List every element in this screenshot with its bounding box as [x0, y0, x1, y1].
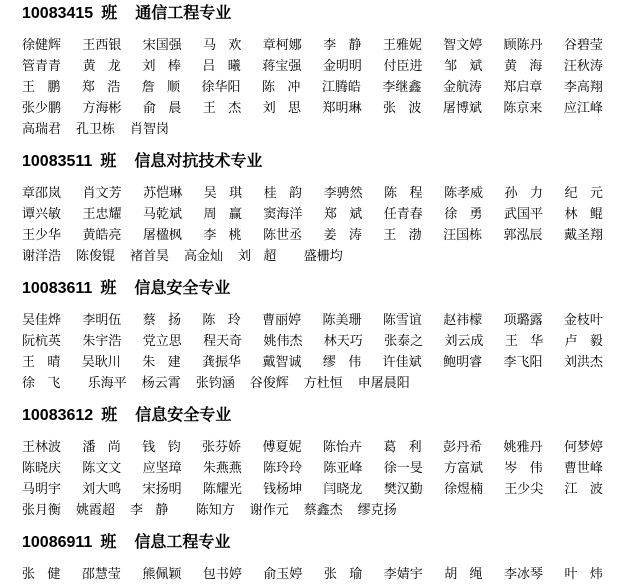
student-name: 鲍明睿: [443, 355, 483, 370]
major-name: 信息安全专业: [135, 407, 232, 424]
student-name: 章柯娜: [262, 38, 302, 53]
student-name: 陈晓庆: [22, 461, 62, 476]
student-name: 郑启章: [503, 80, 543, 95]
student-name: 王渤: [383, 228, 435, 243]
student-name: 叶炜: [564, 567, 616, 582]
student-name: 王林波: [22, 440, 62, 455]
name-row: [22, 479, 616, 500]
major-name: 信息工程专业: [134, 534, 231, 551]
student-name: 章邵岚: [22, 186, 62, 201]
student-name-list: [22, 310, 616, 394]
name-row: [22, 458, 603, 479]
name-row: [22, 564, 616, 585]
student-name: 顾陈丹: [503, 38, 543, 53]
student-name: 盛栅均: [303, 249, 343, 264]
student-name: 李桃: [203, 228, 255, 243]
class-section: [22, 151, 616, 267]
student-name: 胡绳: [444, 567, 495, 582]
student-name: 智文婷: [443, 38, 483, 53]
student-name: 林天巧: [323, 334, 363, 349]
student-name: 乐海平: [87, 376, 127, 391]
student-name: 金航涛: [442, 80, 482, 95]
student-name: 姚霞超: [76, 503, 116, 518]
major-name: 信息安全专业: [134, 280, 231, 297]
name-row: [22, 183, 616, 204]
student-name: 陈程: [384, 186, 435, 201]
student-name: 李静: [130, 503, 181, 518]
student-name: 李静: [323, 38, 374, 53]
student-name: 傅夏妮: [262, 440, 302, 455]
class-code: 10086911: [22, 534, 93, 551]
student-name: 谷俊辉: [249, 376, 289, 391]
student-name: 宋扬明: [142, 482, 182, 497]
student-name: 曹世峰: [563, 461, 603, 476]
student-name: 金枝叶: [563, 313, 603, 328]
class-code: 10083611: [22, 280, 93, 297]
student-name: 杨云霄: [141, 376, 181, 391]
student-name: 孙力: [504, 186, 556, 201]
student-name: 刘超: [238, 249, 289, 264]
student-name: 张泰之: [384, 334, 424, 349]
student-name: 张月衡: [22, 503, 62, 518]
name-row: [22, 331, 616, 352]
student-name: 张健: [22, 567, 73, 582]
student-name: 徐华阳: [201, 80, 241, 95]
student-name: 刘思: [262, 101, 314, 116]
name-row: [22, 119, 603, 140]
student-name: 卢毅: [564, 334, 616, 349]
student-name: 李飞阳: [503, 355, 543, 370]
student-name: 吴佳烨: [22, 313, 62, 328]
student-name: 郭泓辰: [503, 228, 543, 243]
student-name: 肖文芳: [82, 186, 122, 201]
student-name: 缪克扬: [357, 503, 397, 518]
student-name: 黄皓亮: [82, 228, 122, 243]
name-row: [22, 204, 616, 225]
class-code: 10083415: [22, 5, 94, 22]
student-name: 汪国栋: [443, 228, 483, 243]
class-section: [22, 405, 616, 521]
student-name: 付臣进: [383, 59, 423, 74]
student-name: 李冰琴: [504, 567, 544, 582]
student-name: 何梦婷: [563, 440, 603, 455]
student-name: 陈文文: [82, 461, 122, 476]
name-row: [22, 246, 603, 267]
student-name: 窦海洋: [263, 207, 303, 222]
student-name: 黄龙: [82, 59, 134, 74]
student-name: 陈美珊: [322, 313, 362, 328]
student-name: 谷碧莹: [563, 38, 603, 53]
student-name: 王西银: [82, 38, 122, 53]
student-name: 张少鹏: [22, 101, 62, 116]
student-name: 林鲲: [564, 207, 616, 222]
student-name: 肖智岗: [130, 122, 170, 137]
name-row: [22, 56, 603, 77]
class-suffix: 班: [100, 280, 117, 297]
student-name: 高金灿: [184, 249, 224, 264]
student-name: 周赢: [203, 207, 255, 222]
student-name: 褚首昊: [130, 249, 170, 264]
student-name: 徐煜楠: [443, 482, 483, 497]
student-name: 张芬娇: [202, 440, 242, 455]
student-name: 马乾斌: [143, 207, 183, 222]
student-name: 桂韵: [263, 186, 315, 201]
student-name: 陈孝威: [444, 186, 484, 201]
student-name: 陈冲: [262, 80, 313, 95]
student-name: 李明伍: [82, 313, 122, 328]
student-name: 潘尚: [82, 440, 134, 455]
student-name: 郑浩: [81, 80, 133, 95]
student-name: 李继鑫: [382, 80, 422, 95]
student-name: 王鹏: [22, 80, 73, 95]
student-name: 谢洋浩: [22, 249, 62, 264]
student-name: 龚振华: [202, 355, 242, 370]
class-heading: [22, 405, 603, 427]
student-name: 阮杭英: [22, 334, 62, 349]
student-name: 陈玲玲: [263, 461, 303, 476]
student-name: 戴圣翔: [563, 228, 603, 243]
student-name: 汪秋涛: [563, 59, 603, 74]
student-name: 黄海: [504, 59, 555, 74]
major-name: 信息对抗技术专业: [134, 153, 263, 170]
student-name: 马明宇: [22, 482, 62, 497]
class-suffix: 班: [101, 407, 118, 424]
class-heading: [22, 278, 603, 300]
student-name: 戴智诚: [262, 355, 302, 370]
student-name: 屠楹枫: [142, 228, 182, 243]
student-name: 谢作元: [249, 503, 289, 518]
student-name: 吴耿川: [81, 355, 121, 370]
name-row: [22, 35, 603, 56]
student-name: 蔡扬: [142, 313, 194, 328]
student-name: 徐飞: [22, 376, 73, 391]
student-name: 闫晓龙: [323, 482, 363, 497]
class-heading: [22, 3, 603, 25]
student-name: 徐一旻: [383, 461, 423, 476]
student-name: 钱钧: [142, 440, 193, 455]
name-row: [22, 98, 603, 119]
student-name: 李婧宇: [383, 567, 423, 582]
student-name: 刘大鸣: [82, 482, 122, 497]
student-name: 谭兴敏: [22, 207, 62, 222]
student-name: 方海彬: [82, 101, 122, 116]
student-name: 江腾皓: [321, 80, 361, 95]
student-name: 金明明: [322, 59, 362, 74]
student-name: 朱宇浩: [82, 334, 122, 349]
name-row: [22, 373, 603, 394]
student-name: 孔卫栋: [76, 122, 116, 137]
student-name: 陈知方: [195, 503, 235, 518]
student-name: 刘云成: [444, 334, 484, 349]
student-name: 许佳斌: [382, 355, 422, 370]
student-name: 姚雅丹: [503, 440, 543, 455]
student-name: 樊汉勤: [383, 482, 423, 497]
student-name: 江波: [564, 482, 616, 497]
student-name: 俞晨: [143, 101, 194, 116]
student-name: 程天奇: [203, 334, 243, 349]
student-name: 方富斌: [443, 461, 483, 476]
student-name: 项璐露: [503, 313, 543, 328]
student-name: 姜涛: [323, 228, 375, 243]
student-name: 蔡鑫杰: [303, 503, 343, 518]
student-name: 王少华: [22, 228, 62, 243]
student-name: 曹丽婷: [262, 313, 302, 328]
class-section: [22, 3, 603, 140]
student-name: 刘洪杰: [563, 355, 603, 370]
class-code: 10083612: [22, 407, 94, 424]
student-name: 邹斌: [444, 59, 495, 74]
student-name: 王杰: [202, 101, 254, 116]
student-name: 邵慧莹: [81, 567, 121, 582]
student-name: 钱杨坤: [263, 482, 303, 497]
student-name: 申屠晨阳: [357, 376, 410, 391]
class-section: [22, 278, 616, 394]
student-name: 屠博斌: [442, 101, 482, 116]
student-name: 陈亚峰: [323, 461, 363, 476]
student-name: 郑明琳: [322, 101, 362, 116]
student-name: 陈俊锟: [76, 249, 116, 264]
student-name: 马欢: [203, 38, 254, 53]
name-row: [22, 352, 603, 373]
student-name: 任青春: [383, 207, 423, 222]
student-name: 吴琪: [203, 186, 255, 201]
student-name: 高瑞君: [22, 122, 62, 137]
student-name: 王忠耀: [82, 207, 122, 222]
student-name-list: [22, 437, 616, 521]
student-name: 陈京来: [503, 101, 543, 116]
student-name: 熊佩颖: [142, 567, 182, 582]
student-name: 李高翔: [563, 80, 603, 95]
student-name: 应江峰: [563, 101, 603, 116]
student-name: 蒋宝强: [262, 59, 302, 74]
student-name: 方杜恒: [303, 376, 343, 391]
class-suffix: 班: [100, 153, 117, 170]
name-row: [22, 310, 603, 331]
student-name: 王少尖: [504, 482, 544, 497]
student-name: 彭丹希: [443, 440, 483, 455]
name-row: [22, 77, 603, 98]
class-heading: [22, 151, 603, 173]
student-name: 岑伟: [504, 461, 555, 476]
major-name: 通信工程专业: [135, 5, 232, 22]
student-name: 应坚璋: [142, 461, 182, 476]
student-name: 李骋然: [323, 186, 363, 201]
student-name: 陈怡卉: [322, 440, 362, 455]
student-name: 俞玉婷: [263, 567, 303, 582]
student-name-list: [22, 564, 616, 585]
student-name: 党立思: [142, 334, 182, 349]
class-section: [22, 532, 616, 585]
student-name: 陈耀光: [202, 482, 242, 497]
class-suffix: 班: [100, 534, 117, 551]
student-name: 陈世丞: [263, 228, 303, 243]
student-name: 苏恺琳: [143, 186, 183, 201]
student-name-list: [22, 183, 616, 267]
student-name: 张波: [383, 101, 434, 116]
student-name: 郑斌: [323, 207, 375, 222]
student-name: 朱建: [142, 355, 193, 370]
name-row: [22, 225, 603, 246]
student-name: 缪伟: [322, 355, 374, 370]
class-heading: [22, 532, 603, 554]
student-name: 陈玲: [202, 313, 254, 328]
student-name: 包书婷: [202, 567, 242, 582]
student-name: 姚伟杰: [263, 334, 303, 349]
student-name: 赵祎檬: [443, 313, 483, 328]
student-name: 王雅妮: [382, 38, 422, 53]
name-row: [22, 500, 603, 521]
student-name: 葛利: [383, 440, 435, 455]
student-name: 王华: [504, 334, 556, 349]
class-suffix: 班: [101, 5, 118, 22]
class-code: 10083511: [22, 153, 93, 170]
student-name: 张瑜: [323, 567, 375, 582]
student-name: 武国平: [504, 207, 544, 222]
student-name: 徐勇: [444, 207, 495, 222]
student-name: 纪元: [564, 186, 616, 201]
student-name-list: [22, 35, 603, 140]
student-name: 张钧涵: [195, 376, 235, 391]
student-name: 宋国强: [142, 38, 182, 53]
student-name: 吕曦: [202, 59, 254, 74]
student-name: 徐健辉: [22, 38, 62, 53]
name-row: [22, 437, 603, 458]
student-name: 王晴: [22, 355, 73, 370]
student-name: 管青青: [22, 59, 62, 74]
student-name: 朱燕燕: [202, 461, 242, 476]
student-name: 詹顺: [141, 80, 193, 95]
student-name: 刘棒: [142, 59, 194, 74]
student-name: 陈雪谊: [382, 313, 422, 328]
